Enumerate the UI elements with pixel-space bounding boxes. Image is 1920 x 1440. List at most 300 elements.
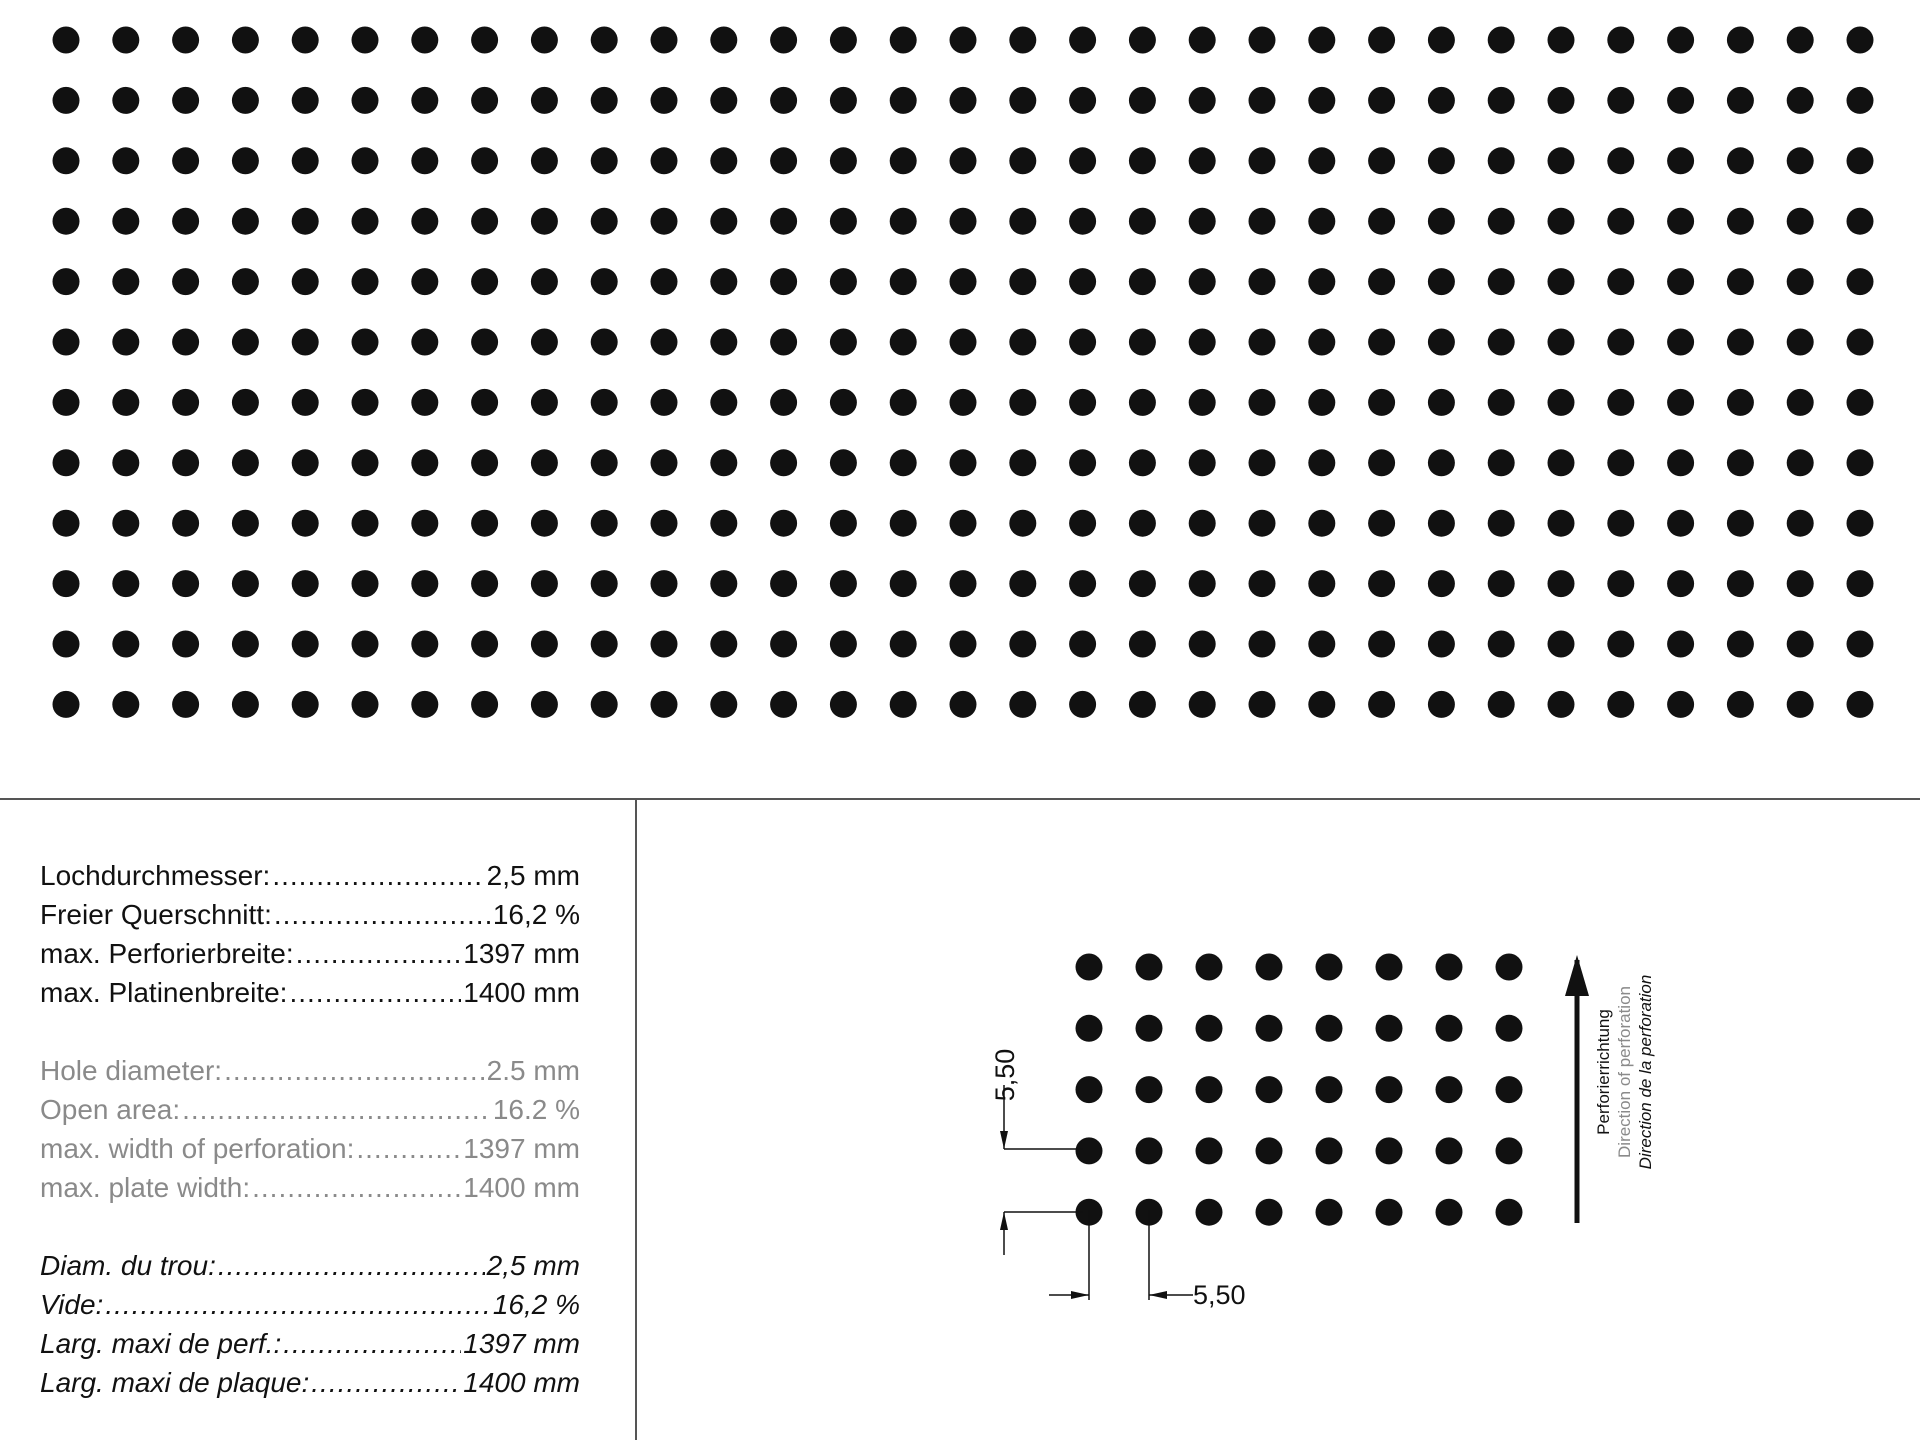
spec-row-open-area-de [40,895,580,934]
detail-hole [1256,1076,1283,1103]
perforation-hole [112,147,139,174]
perforation-hole [890,570,917,597]
perforation-hole [1787,268,1814,295]
perforation-hole [1308,27,1335,54]
detail-hole [1316,1199,1343,1226]
perforation-hole [1249,329,1276,356]
perforation-hole [232,449,259,476]
spec-value: 1397 mm [463,938,580,969]
dot-leader [218,1246,485,1285]
perforation-hole [352,329,379,356]
perforation-hole [1009,87,1036,114]
perforation-hole [770,87,797,114]
perforation-hole [1667,268,1694,295]
perforation-hole [1548,329,1575,356]
perforation-hole [830,147,857,174]
spec-label: Larg. maxi de plaque: [40,1367,310,1398]
detail-hole [1196,1015,1223,1042]
perforation-hole [1847,208,1874,235]
perforation-hole [710,87,737,114]
detail-hole [1316,1015,1343,1042]
perforation-hole [411,449,438,476]
perforation-hole [1069,389,1096,416]
spec-value: 1397 mm [463,1328,580,1359]
perforation-hole [1249,631,1276,658]
perforation-hole [1488,208,1515,235]
perforation-hole [1488,147,1515,174]
perforation-hole [1368,449,1395,476]
perforation-hole [770,631,797,658]
perforation-hole [1308,389,1335,416]
perforation-hole [830,449,857,476]
perforation-hole [112,510,139,537]
perforation-hole [1009,570,1036,597]
perforation-hole [1488,329,1515,356]
spec-value: 1397 mm [463,1133,580,1164]
perforation-hole [531,147,558,174]
perforation-hole [1189,208,1216,235]
perforation-hole [1548,27,1575,54]
perforation-hole [1787,691,1814,718]
perforation-hole [950,147,977,174]
dot-leader [182,1090,491,1129]
perforation-hole [53,329,80,356]
perforation-hole [1488,631,1515,658]
perforation-hole [710,449,737,476]
perforation-hole [172,329,199,356]
perforation-hole [1847,691,1874,718]
perforation-hole [890,268,917,295]
perforation-hole [172,389,199,416]
detail-hole [1076,954,1103,981]
perforation-hole [232,87,259,114]
perforation-hole [1069,631,1096,658]
detail-hole [1136,954,1163,981]
perforation-hole [1727,389,1754,416]
perforation-hole [53,389,80,416]
perforation-hole [1308,87,1335,114]
perforation-hole [1009,510,1036,537]
perforation-hole [411,389,438,416]
perforation-hole [232,389,259,416]
perforation-hole [1308,147,1335,174]
perforation-hole [890,27,917,54]
perforation-hole [1189,570,1216,597]
detail-hole [1496,1137,1523,1164]
perforation-hole [830,27,857,54]
spec-label: max. plate width: [40,1172,251,1203]
perforation-hole [531,208,558,235]
perforation-hole [53,87,80,114]
perforation-hole [1727,329,1754,356]
perforation-hole [292,208,319,235]
perforation-hole [112,449,139,476]
perforation-hole [1249,27,1276,54]
spec-value: 1400 mm [463,977,580,1008]
perforation-hole [471,87,498,114]
dot-leader [311,1363,461,1402]
perforation-hole [292,631,319,658]
detail-hole [1376,1137,1403,1164]
perforation-hole [112,631,139,658]
perforation-hole [531,389,558,416]
perforation-hole [770,329,797,356]
perforation-hole [830,691,857,718]
dot-leader [105,1285,491,1324]
perforation-hole [950,208,977,235]
spec-label: Vide: [40,1289,104,1320]
perforation-hole [411,691,438,718]
perforation-hole [1249,570,1276,597]
perforation-hole [890,691,917,718]
perforation-hole [112,27,139,54]
detail-hole [1436,1199,1463,1226]
perforation-hole [830,570,857,597]
spec-label: Larg. maxi de perf.: [40,1328,282,1359]
perforation-hole [1069,208,1096,235]
spec-label: max. Perforierbreite: [40,938,294,969]
perforation-hole [1368,268,1395,295]
perforation-hole [1069,510,1096,537]
perforation-hole [1129,208,1156,235]
perforation-hole [710,147,737,174]
perforation-hole [591,570,618,597]
spec-row-max-perforation-width-en [40,1129,580,1168]
perforation-hole [830,87,857,114]
perforation-hole [1727,87,1754,114]
perforation-hole [710,570,737,597]
detail-hole [1496,954,1523,981]
perforation-hole [232,268,259,295]
perforation-hole [890,449,917,476]
perforation-hole [292,147,319,174]
perforation-hole [591,631,618,658]
detail-hole [1136,1076,1163,1103]
perforation-hole [53,570,80,597]
perforation-hole [1787,147,1814,174]
spec-value: 2.5 mm [486,1055,580,1086]
perforation-hole [53,691,80,718]
perforation-hole [531,87,558,114]
perforation-hole [411,570,438,597]
perforation-hole [292,510,319,537]
perforation-hole [352,268,379,295]
perforation-hole [112,268,139,295]
perforation-hole [1368,631,1395,658]
perforation-hole [112,691,139,718]
perforation-hole [710,691,737,718]
direction-label-de: Perforierrichtung [1594,1009,1613,1135]
spec-value: 16,2 % [492,1289,580,1320]
perforation-hole [1189,268,1216,295]
perforation-hole [1727,208,1754,235]
perforation-hole [1488,510,1515,537]
perforation-hole [1189,631,1216,658]
spec-label: max. width of perforation: [40,1133,355,1164]
perforation-hole [1129,147,1156,174]
perforation-hole [232,329,259,356]
perforation-hole [591,510,618,537]
perforation-hole [1308,208,1335,235]
perforation-hole [172,691,199,718]
perforation-hole [352,147,379,174]
perforation-hole [1787,570,1814,597]
perforation-hole [1368,27,1395,54]
perforation-hole [411,631,438,658]
perforation-hole [292,329,319,356]
perforation-hole [1069,268,1096,295]
detail-drawing [637,800,1920,1440]
perforation-hole [1308,449,1335,476]
perforation-hole [1727,691,1754,718]
perforation-hole [53,449,80,476]
perforation-hole [1428,389,1455,416]
detail-hole [1316,1137,1343,1164]
detail-hole [1436,1137,1463,1164]
perforation-hole [890,329,917,356]
perforation-hole [591,147,618,174]
perforation-hole [352,27,379,54]
perforation-hole [1189,389,1216,416]
perforation-hole [1368,329,1395,356]
perforation-hole [710,27,737,54]
perforation-hole [1189,27,1216,54]
perforation-hole [1129,631,1156,658]
perforation-hole [1548,208,1575,235]
perforation-hole [1548,449,1575,476]
perforation-hole [950,449,977,476]
perforation-hole [112,329,139,356]
perforation-hole [471,329,498,356]
perforation-hole [950,691,977,718]
perforation-hole [292,570,319,597]
detail-hole [1436,954,1463,981]
perforation-hole [53,631,80,658]
perforation-hole [352,449,379,476]
perforation-hole [1667,87,1694,114]
dot-leader [356,1129,461,1168]
perforation-hole [1607,87,1634,114]
perforation-hole [591,389,618,416]
perforation-hole [411,329,438,356]
perforation-hole [1428,27,1455,54]
detail-hole [1376,954,1403,981]
perforation-hole [1727,449,1754,476]
perforation-hole [411,208,438,235]
detail-hole [1136,1137,1163,1164]
perforation-hole [531,631,558,658]
spec-label: Hole diameter: [40,1055,223,1086]
perforation-hole [1607,27,1634,54]
perforation-hole [1129,389,1156,416]
perforation-hole [471,449,498,476]
perforation-hole [53,268,80,295]
dot-leader [224,1051,485,1090]
perforation-hole [53,510,80,537]
perforation-hole [1368,147,1395,174]
horizontal-pitch-arrowhead [1149,1291,1167,1299]
vertical-pitch-arrowhead [1000,1212,1008,1230]
perforation-hole [471,691,498,718]
perforation-hole [1308,329,1335,356]
perforation-hole [950,631,977,658]
detail-hole [1376,1199,1403,1226]
perforation-hole [1368,570,1395,597]
perforation-hole [1488,389,1515,416]
perforation-hole [352,208,379,235]
spec-label: Diam. du trou: [40,1250,216,1281]
dot-leader [272,856,484,895]
perforation-hole [1009,389,1036,416]
perforation-hole [591,691,618,718]
perforation-hole [292,691,319,718]
perforation-hole [1727,147,1754,174]
perforation-hole [1607,691,1634,718]
perforation-hole [770,27,797,54]
vertical-pitch-arrowhead [1000,1131,1008,1149]
perforation-hole [411,268,438,295]
perforation-hole [950,329,977,356]
perforation-hole [1308,268,1335,295]
perforation-hole [890,510,917,537]
perforation-hole [172,87,199,114]
perforation-hole [1667,570,1694,597]
perforation-hole [950,570,977,597]
perforation-hole [1787,87,1814,114]
perforation-hole [770,147,797,174]
spec-row-open-area-en [40,1090,580,1129]
perforation-hole [1189,510,1216,537]
perforation-hole [770,208,797,235]
perforation-hole [1249,147,1276,174]
perforation-hole [1607,389,1634,416]
perforation-hole [710,389,737,416]
detail-hole [1436,1076,1463,1103]
detail-hole [1076,1015,1103,1042]
perforation-hole [1488,449,1515,476]
perforation-hole [1667,389,1694,416]
perforation-hole [1428,147,1455,174]
perforation-hole [1249,449,1276,476]
perforation-hole [292,449,319,476]
perforation-hole [1667,510,1694,537]
spec-label: Open area: [40,1094,181,1125]
perforation-hole [471,147,498,174]
perforation-hole [651,510,678,537]
perforation-hole [471,389,498,416]
perforation-hole [651,570,678,597]
perforation-hole [172,27,199,54]
perforation-hole [1667,631,1694,658]
perforation-hole [292,268,319,295]
spec-label: Lochdurchmesser: [40,860,271,891]
perforation-hole [531,27,558,54]
perforation-hole [651,147,678,174]
perforation-hole [172,631,199,658]
perforation-hole [232,208,259,235]
perforation-hole [1009,449,1036,476]
perforation-hole [591,208,618,235]
detail-hole [1196,1076,1223,1103]
perforation-hole [1727,570,1754,597]
spec-label: Freier Querschnitt: [40,899,272,930]
perforation-hole [1428,449,1455,476]
perforation-hole [172,208,199,235]
perforation-hole [1368,691,1395,718]
perforation-hole [1069,87,1096,114]
perforation-hole [471,208,498,235]
perforation-hole [830,208,857,235]
perforation-hole [890,147,917,174]
perforation-hole [1488,268,1515,295]
spec-value: 16.2 % [492,1094,580,1125]
perforation-hole [1787,208,1814,235]
perforation-hole [232,27,259,54]
perforation-hole [591,449,618,476]
perforation-hole [1847,631,1874,658]
detail-hole [1196,1137,1223,1164]
perforation-hole [1009,208,1036,235]
perforation-hole [172,147,199,174]
perforation-hole [411,510,438,537]
perforation-hole [1009,27,1036,54]
perforation-hole [411,87,438,114]
perforation-hole [531,691,558,718]
detail-hole [1136,1015,1163,1042]
perforation-hole [710,268,737,295]
perforation-hole [591,268,618,295]
direction-label-fr: Direction de la perforation [1636,974,1655,1170]
perforation-hole [1428,208,1455,235]
perforation-hole [770,389,797,416]
perforation-hole [1189,147,1216,174]
perforation-hole [352,691,379,718]
perforation-hole [591,27,618,54]
perforation-hole [1847,268,1874,295]
spec-row-open-area-fr [40,1285,580,1324]
perforation-hole [1308,510,1335,537]
perforation-hole [950,268,977,295]
perforation-hole [1129,27,1156,54]
perforation-hole [591,87,618,114]
perforation-hole [890,389,917,416]
perforation-hole [1189,691,1216,718]
perforation-hole [1308,570,1335,597]
specs-english [40,1051,580,1207]
direction-arrow-icon [1565,955,1589,996]
perforation-hole [1847,147,1874,174]
perforation-hole [890,631,917,658]
perforation-hole [531,449,558,476]
perforation-hole [950,87,977,114]
perforation-hole [1189,449,1216,476]
perforation-hole [1249,87,1276,114]
perforation-hole [1488,570,1515,597]
spec-value: 1400 mm [463,1172,580,1203]
perforation-hole [1607,631,1634,658]
perforation-hole [1368,510,1395,537]
perforation-hole [651,268,678,295]
perforation-hole [1787,510,1814,537]
perforation-hole [651,87,678,114]
perforation-hole [232,570,259,597]
perforation-hole [1727,631,1754,658]
perforation-hole [531,268,558,295]
perforation-hole [651,208,678,235]
perforation-hole [1069,329,1096,356]
perforation-hole [1368,87,1395,114]
perforation-hole [1009,329,1036,356]
